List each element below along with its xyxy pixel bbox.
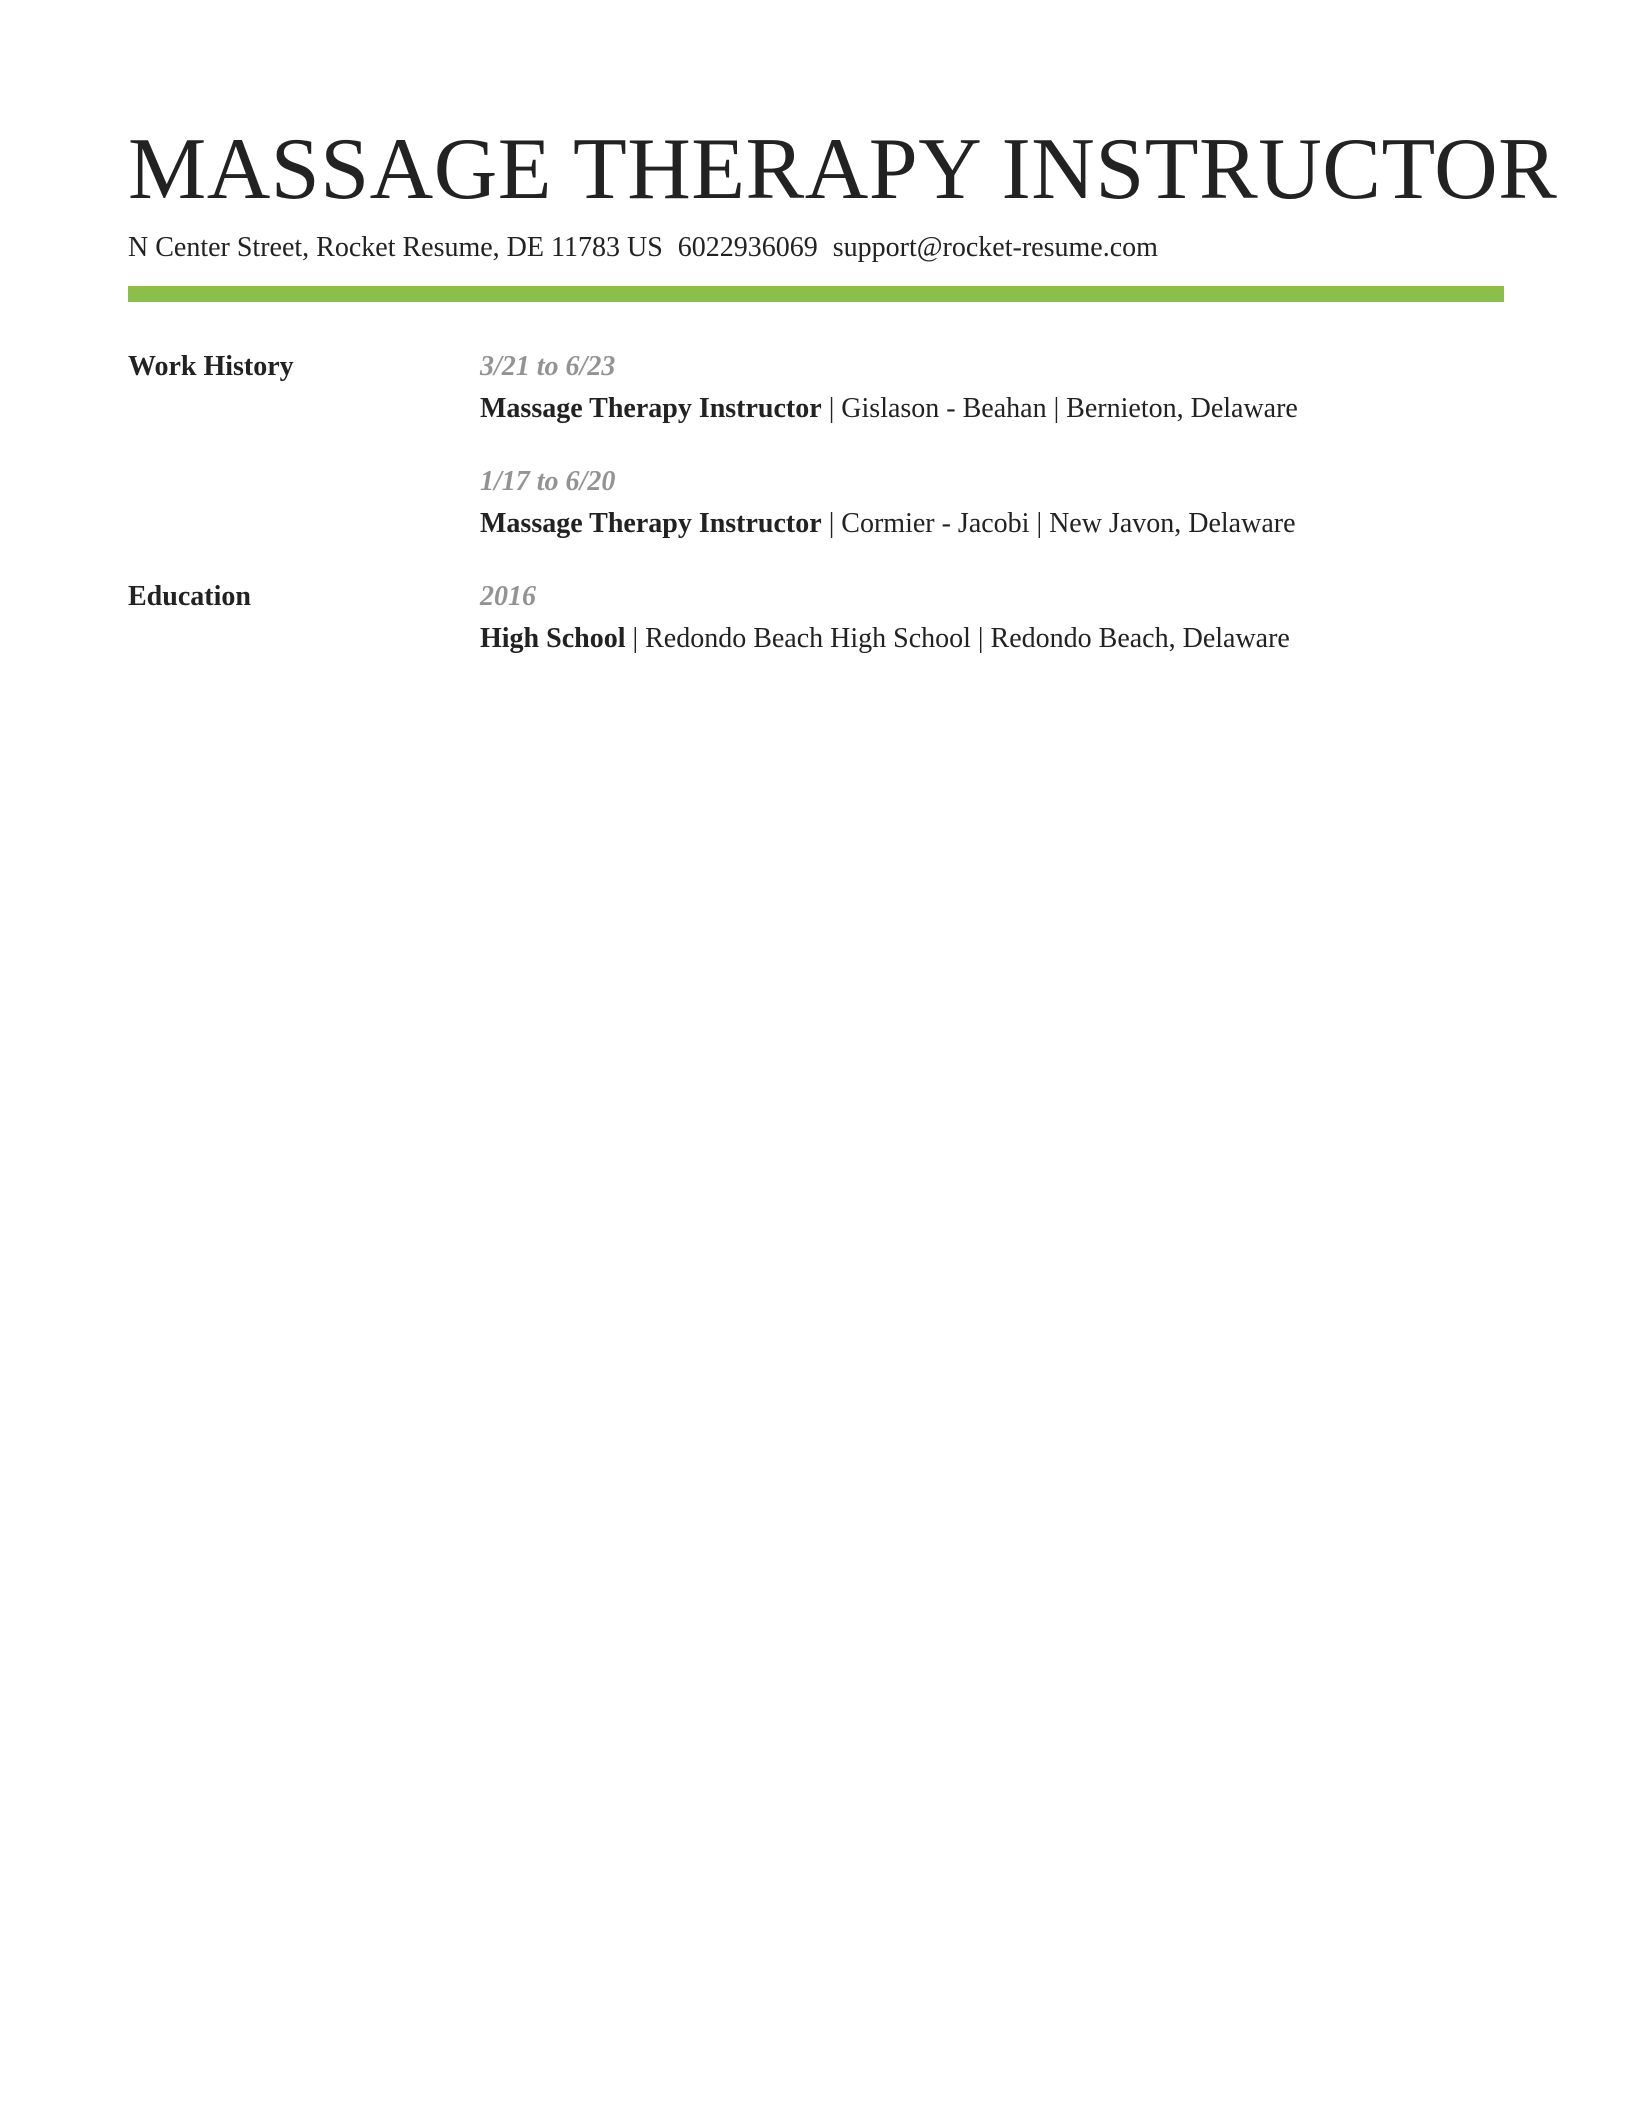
entry-dates: 2016 bbox=[480, 581, 536, 612]
resume-name-heading: MASSAGE THERAPY INSTRUCTOR bbox=[128, 121, 1558, 218]
entry-details: | Gislason - Beahan | Bernieton, Delaware bbox=[821, 393, 1298, 424]
entry-details: | Redondo Beach High School | Redondo Beach, Delaware bbox=[625, 623, 1290, 654]
entry-title: Massage Therapy Instructor bbox=[480, 393, 822, 424]
entry-dates: 3/21 to 6/23 bbox=[480, 351, 616, 382]
contact-address: N Center Street, Rocket Resume, DE 11783 US bbox=[128, 232, 663, 263]
entry-title: High School bbox=[480, 623, 626, 654]
section-label-education: Education bbox=[128, 581, 251, 612]
header-divider-bar bbox=[128, 286, 1504, 302]
work-entry bbox=[480, 464, 1504, 542]
work-entry bbox=[480, 349, 1504, 427]
contact-line bbox=[128, 230, 1158, 266]
entry-title: Massage Therapy Instructor bbox=[480, 508, 822, 539]
education-entry bbox=[480, 579, 1504, 657]
contact-phone: 6022936069 bbox=[677, 232, 818, 263]
entry-summary bbox=[480, 391, 1504, 427]
section-label-work-history: Work History bbox=[128, 351, 294, 382]
entry-dates: 1/17 to 6/20 bbox=[480, 466, 616, 497]
entry-summary bbox=[480, 621, 1504, 657]
entry-details: | Cormier - Jacobi | New Javon, Delaware bbox=[821, 508, 1296, 539]
entry-summary bbox=[480, 506, 1504, 542]
contact-email: support@rocket-resume.com bbox=[832, 232, 1158, 263]
